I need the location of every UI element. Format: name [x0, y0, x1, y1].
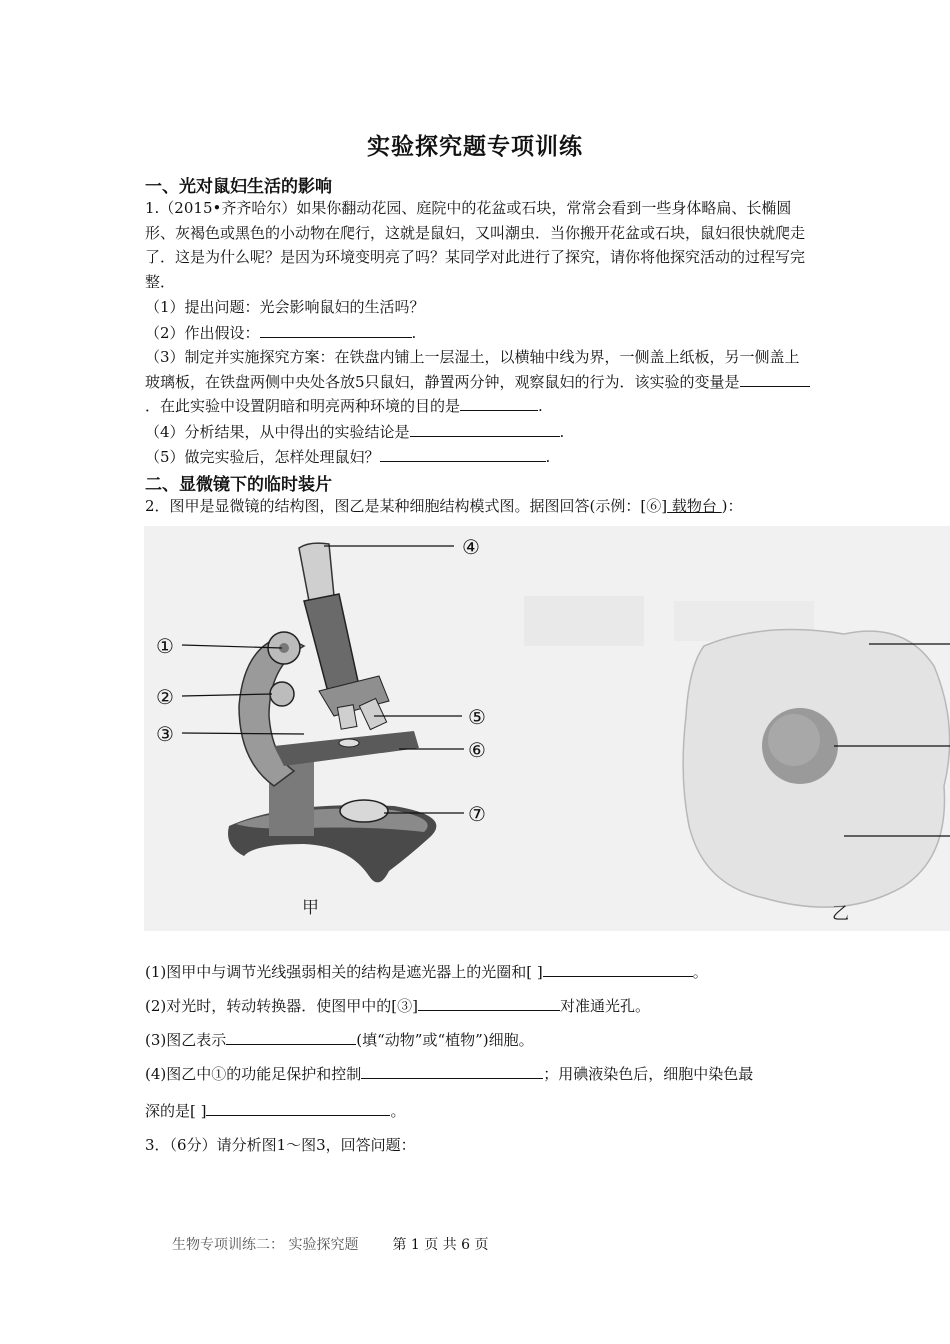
q2-sub-4-text: (4)图乙中①的功能足保护和控制	[145, 1065, 362, 1083]
q2-sub-4-end: ；用碘液染色后，细胞中染色最	[543, 1065, 754, 1083]
q1-part-4	[145, 421, 564, 442]
microscope-tube	[304, 594, 359, 696]
q1-part-3-mid: ．在此实验中设置阴暗和明亮两种环境的目的是	[145, 397, 461, 415]
q2-sub-1-end: 。	[692, 963, 708, 981]
marker-4: ④	[462, 535, 480, 559]
answer-blank[interactable]	[418, 996, 560, 1011]
q2-sub-4b-end: 。	[390, 1102, 406, 1120]
q1-part-1: （1）提出问题：光会影响鼠妇的生活吗？	[145, 298, 425, 316]
figure-illustration	[144, 526, 950, 931]
q2-sub-4b	[145, 1100, 406, 1121]
q2-sub-1	[145, 961, 708, 982]
end-mark: .	[538, 397, 543, 415]
answer-blank[interactable]	[380, 447, 546, 462]
answer-blank[interactable]	[740, 372, 810, 387]
question-3: 3．（6分）请分析图1～图3，回答问题：	[145, 1136, 416, 1154]
marker-2: ②	[156, 685, 174, 709]
microscope-stage	[274, 731, 419, 766]
footer-page-number: 第 1 页 共 6 页	[392, 1237, 489, 1253]
question-2-intro	[145, 495, 743, 516]
end-mark: .	[411, 324, 417, 342]
marker-7: ⑦	[468, 802, 486, 826]
answer-blank[interactable]	[410, 422, 560, 437]
marker-3: ③	[156, 722, 174, 746]
marker-1: ①	[156, 634, 174, 658]
figure-label-a: 甲	[302, 898, 319, 918]
q1-part-4-text: （4）分析结果，从中得出的实验结论是	[145, 423, 410, 441]
q2-intro-a: 2．图甲是显微镜的结构图，图乙是某种细胞结构模式图。据图回答(示例：[⑥]	[145, 497, 668, 515]
answer-blank[interactable]	[260, 323, 412, 338]
q2-example: 载物台	[667, 497, 722, 515]
marker-5: ⑤	[468, 705, 486, 729]
q1-part-5-text: （5）做完实验后，怎样处理鼠妇？	[145, 448, 380, 466]
marker-6: ⑥	[468, 738, 486, 762]
answer-blank[interactable]	[206, 1101, 390, 1116]
q1-part-5	[145, 446, 550, 467]
question-1-intro: 1.（2015•齐齐哈尔）如果你翻动花园、庭院中的花盆或石块，常常会看到一些身体略扁、长椭圆形、灰褐色或黑色的小动物在爬行，这就是鼠妇，又叫潮虫．当你搬开花盆或石块，鼠妇很快就爬走了．这是为什么呢？是因为环境变明亮了吗？某同学对此进行了探究，请你将他探究活动的过程写完整．	[145, 199, 806, 291]
q1-part-2	[145, 322, 416, 343]
q2-sub-2-end: 对准通光孔。	[559, 997, 650, 1015]
q2-sub-4b-text: 深的是[ ]	[145, 1102, 207, 1120]
q1-part-3-text: （3）制定并实施探究方案：在铁盘内铺上一层湿土，以横轴中线为界，一侧盖上纸板，另一侧盖上玻璃板，在铁盘两侧中央处各放5只鼠妇，静置两分钟，观察鼠妇的行为．该实验的变量是	[145, 348, 800, 391]
figure-label-b: 乙	[832, 904, 849, 924]
answer-blank[interactable]	[460, 396, 538, 411]
q2-sub-1-text: (1)图甲中与调节光线强弱相关的结构是遮光器上的光圈和[ ]	[145, 963, 543, 981]
q2-sub-2-text: (2)对光时，转动转换器．使图甲中的[③]	[145, 997, 418, 1015]
end-mark: .	[545, 448, 551, 466]
microscope-mirror	[340, 800, 388, 822]
page-footer	[172, 1234, 489, 1254]
q2-sub-3-text: (3)图乙表示	[145, 1031, 227, 1049]
section-2-heading: 二、显微镜下的临时装片	[145, 475, 332, 495]
q2-sub-2	[145, 995, 650, 1016]
q2-intro-b: )：	[721, 497, 743, 515]
section-1-heading: 一、光对鼠妇生活的影响	[145, 177, 332, 197]
answer-blank[interactable]	[543, 962, 693, 977]
q1-part-3	[145, 345, 811, 419]
figure-microscope-and-cell	[144, 526, 950, 931]
footer-course: 生物专项训练二： 实验探究题	[172, 1237, 359, 1253]
q1-part-2-text: （2）作出假设：	[145, 324, 260, 342]
microscope-eyepiece	[299, 543, 334, 601]
answer-blank[interactable]	[361, 1064, 543, 1079]
end-mark: .	[559, 423, 565, 441]
q2-sub-4	[145, 1063, 753, 1084]
q2-sub-3-end: (填“动物”或“植物”)细胞。	[356, 1031, 534, 1049]
fine-focus-knob	[270, 682, 294, 706]
answer-blank[interactable]	[226, 1030, 356, 1045]
page-title: 实验探究题专项训练	[367, 133, 583, 160]
q2-sub-3	[145, 1029, 534, 1050]
